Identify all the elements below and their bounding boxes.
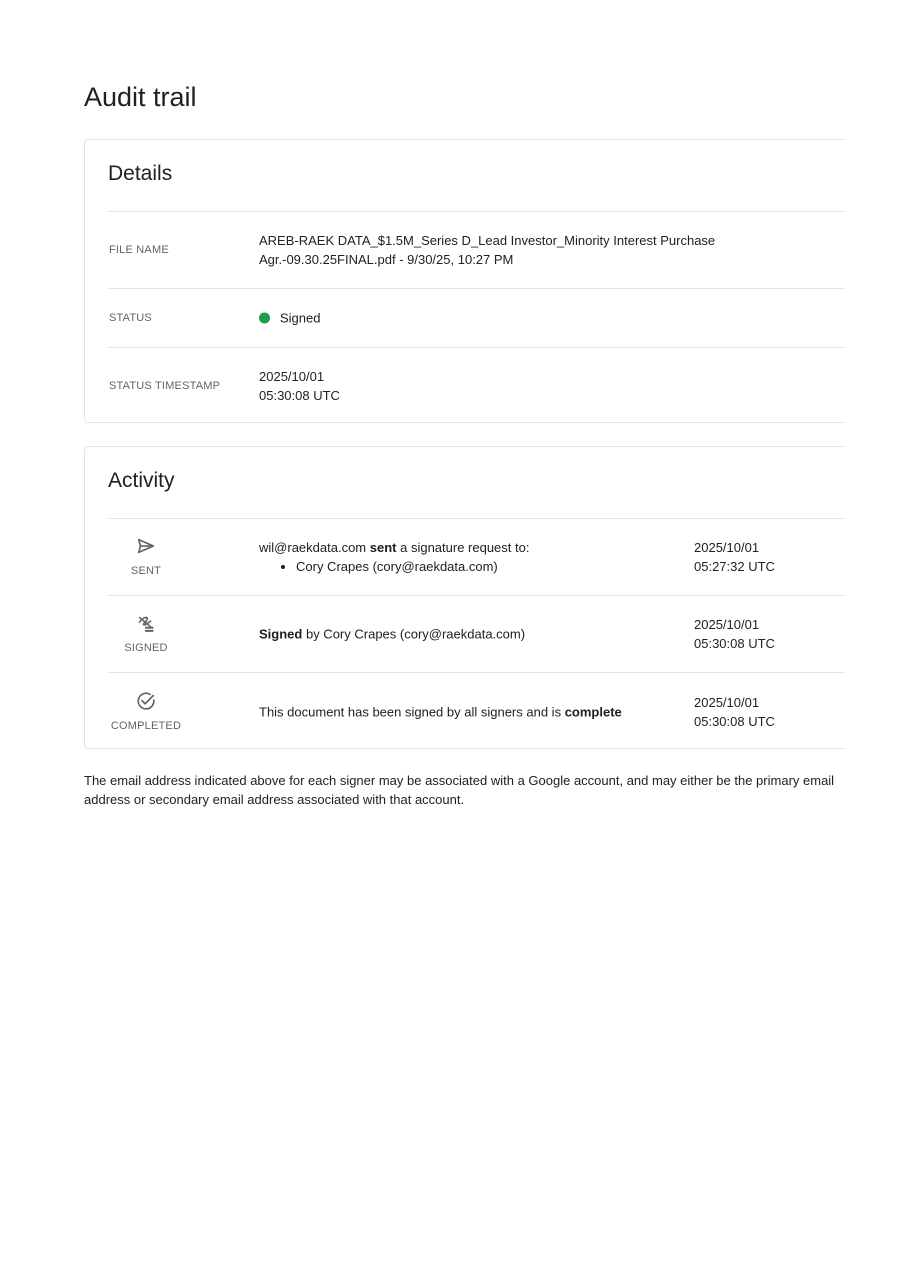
check-circle-icon [135, 690, 157, 712]
recipient-item: • Cory Crapes (cory@raekdata.com) [296, 557, 679, 576]
signed-keyword: Signed [259, 626, 303, 642]
activity-date: 2025/10/01 [694, 540, 760, 555]
status-row [108, 289, 845, 348]
details-card [84, 139, 845, 423]
signature-icon [135, 612, 157, 634]
activity-header [108, 447, 845, 519]
status-value-wrap [259, 309, 841, 328]
file-name-value: AREB-RAEK DATA_$1.5M_Series D_Lead Investor_Minority Interest Purchase Agr.-09.30.25FINAL.pdf - 9/30/25, 10:27 PM [259, 233, 716, 267]
status-timestamp-row [108, 348, 845, 424]
details-title: Details [108, 162, 173, 185]
activity-icon-col [108, 690, 184, 734]
activity-time: 05:27:32 UTC [694, 559, 775, 574]
activity-time: 05:30:08 UTC [694, 713, 775, 729]
activity-timestamp [694, 693, 775, 731]
sender-email: wil@raekdata.com [259, 540, 367, 555]
activity-timestamp [694, 538, 775, 576]
send-icon [135, 535, 157, 557]
activity-label: SIGNED [124, 642, 168, 654]
page-title: Audit trail [84, 82, 197, 112]
status-timestamp-label: STATUS TIMESTAMP [109, 380, 221, 392]
footer-note: The email address indicated above for each signer may be associated with a Google account, and may either be the primary email address or secondary email address associated with that account. [84, 773, 835, 807]
activity-title: Activity [108, 469, 175, 492]
activity-row-signed [108, 596, 845, 673]
completed-lead: This document has been signed by all signers and is [259, 704, 562, 719]
details-header [108, 140, 845, 212]
status-value: Signed [280, 310, 321, 326]
complete-keyword: complete [564, 704, 622, 719]
activity-icon-col [108, 535, 184, 579]
file-name-row [108, 212, 845, 289]
activity-card [84, 446, 845, 749]
status-label: STATUS [109, 312, 152, 324]
activity-icon-col [108, 612, 184, 656]
activity-description [259, 702, 679, 721]
activity-description [259, 625, 679, 644]
activity-date: 2025/10/01 [694, 694, 760, 710]
file-name-label: FILE NAME [109, 244, 169, 256]
status-timestamp-time: 05:30:08 UTC [259, 388, 340, 403]
sent-keyword: sent [369, 540, 397, 555]
status-timestamp-value [259, 367, 841, 405]
activity-row-completed [108, 673, 845, 750]
activity-timestamp [694, 615, 775, 653]
activity-label: COMPLETED [110, 719, 182, 732]
activity-row-sent [108, 519, 845, 596]
activity-date: 2025/10/01 [694, 617, 760, 632]
status-dot-icon [259, 313, 270, 324]
status-timestamp-date: 2025/10/01 [259, 369, 325, 384]
recipient-list [259, 557, 679, 576]
signed-rest: by Cory Crapes (cory@raekdata.com) [305, 626, 526, 642]
activity-label: SENT [130, 565, 162, 577]
sent-rest: a signature request to: [400, 540, 530, 555]
activity-description [259, 538, 679, 576]
activity-time: 05:30:08 UTC [694, 636, 775, 651]
